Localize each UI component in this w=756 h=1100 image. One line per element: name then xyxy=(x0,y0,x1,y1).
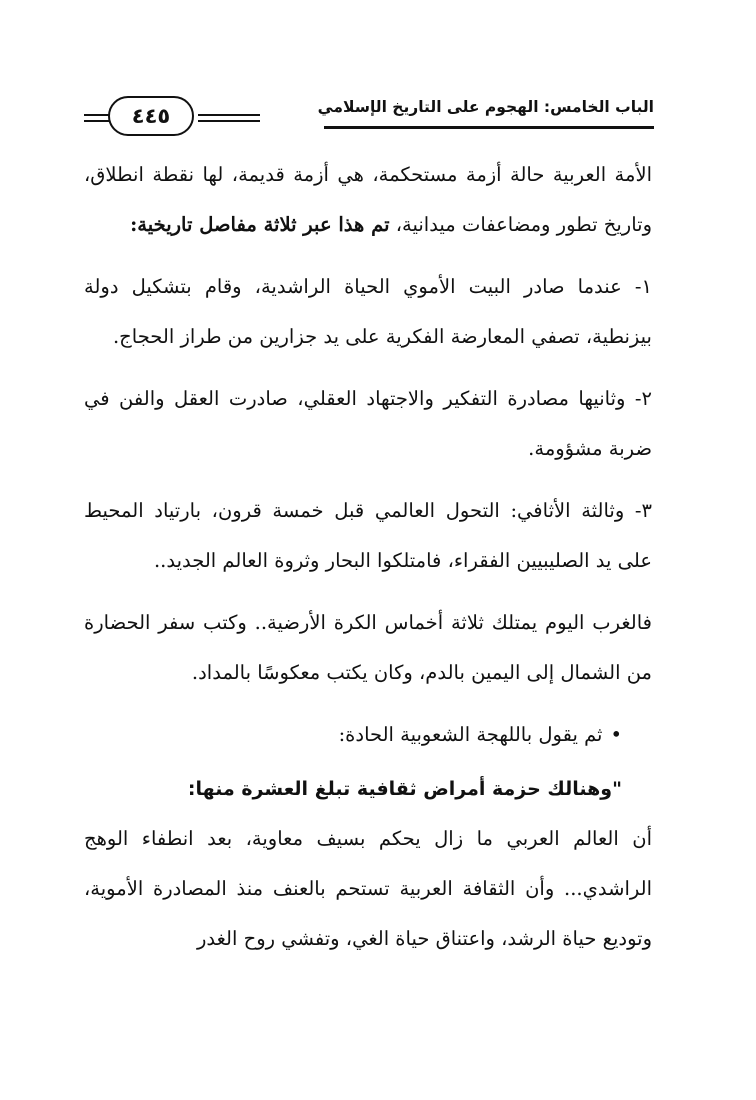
paragraph-intro-emphasis: تم هذا عبر ثلاثة مفاصل تاريخية: xyxy=(130,213,390,236)
header-rule-mid-top xyxy=(198,114,260,116)
running-title: الباب الخامس: الهجوم على التاريخ الإسلامي xyxy=(317,98,654,116)
bullet-item xyxy=(84,710,652,760)
paragraph-diseases: أن العالم العربي ما زال يحكم بسيف معاوية، بعد انطفاء الوهج الراشدي... وأن الثقافة العربية تستحم بالعنف منذ المصادرة الأموية، وتوديع حياة الرشد، واعتناق حياة الغي، وتفشي روح الغدر xyxy=(84,827,652,950)
paragraph-intro xyxy=(84,150,652,250)
page-number: ٤٤٥ xyxy=(108,96,194,136)
page-header xyxy=(84,86,654,138)
page-body xyxy=(84,150,652,964)
bullet-text: ثم يقول باللهجة الشعوبية الحادة: xyxy=(338,723,603,746)
header-rule-mid-bottom xyxy=(198,120,260,122)
paragraph-west: فالغرب اليوم يمتلك ثلاثة أخماس الكرة الأرضية.. وكتب سفر الحضارة من الشمال إلى اليمين بالدم، وكان يكتب معكوسًا بالمداد. xyxy=(84,611,652,684)
paragraph-point-1: ١- عندما صادر البيت الأموي الحياة الراشدية، وقام بتشكيل دولة بيزنطية، تصفي المعارضة الفكرية على يد جزارين من طراز الحجاج. xyxy=(84,275,652,348)
paragraph-point-2: ٢- وثانيها مصادرة التفكير والاجتهاد العقلي، صادرت العقل والفن في ضربة مشؤومة. xyxy=(84,387,652,460)
header-rule xyxy=(324,126,654,129)
quote-heading: "وهنالك حزمة أمراض ثقافية تبلغ العشرة منها: xyxy=(187,778,622,800)
paragraph-intro-text: الأمة العربية حالة أزمة مستحكمة، هي أزمة قديمة، لها نقطة انطلاق، وتاريخ تطور ومضاعفات ميدانية، xyxy=(84,163,652,236)
bullet-dot: • xyxy=(610,723,622,746)
header-rule-left-bottom xyxy=(84,120,110,122)
paragraph-point-3: ٣- وثالثة الأثافي: التحول العالمي قبل خمسة قرون، بارتياد المحيط على يد الصليبيين الفقراء، فامتلكوا البحار وثروة العالم الجديد.. xyxy=(84,499,652,572)
header-rule-left-top xyxy=(84,114,110,116)
